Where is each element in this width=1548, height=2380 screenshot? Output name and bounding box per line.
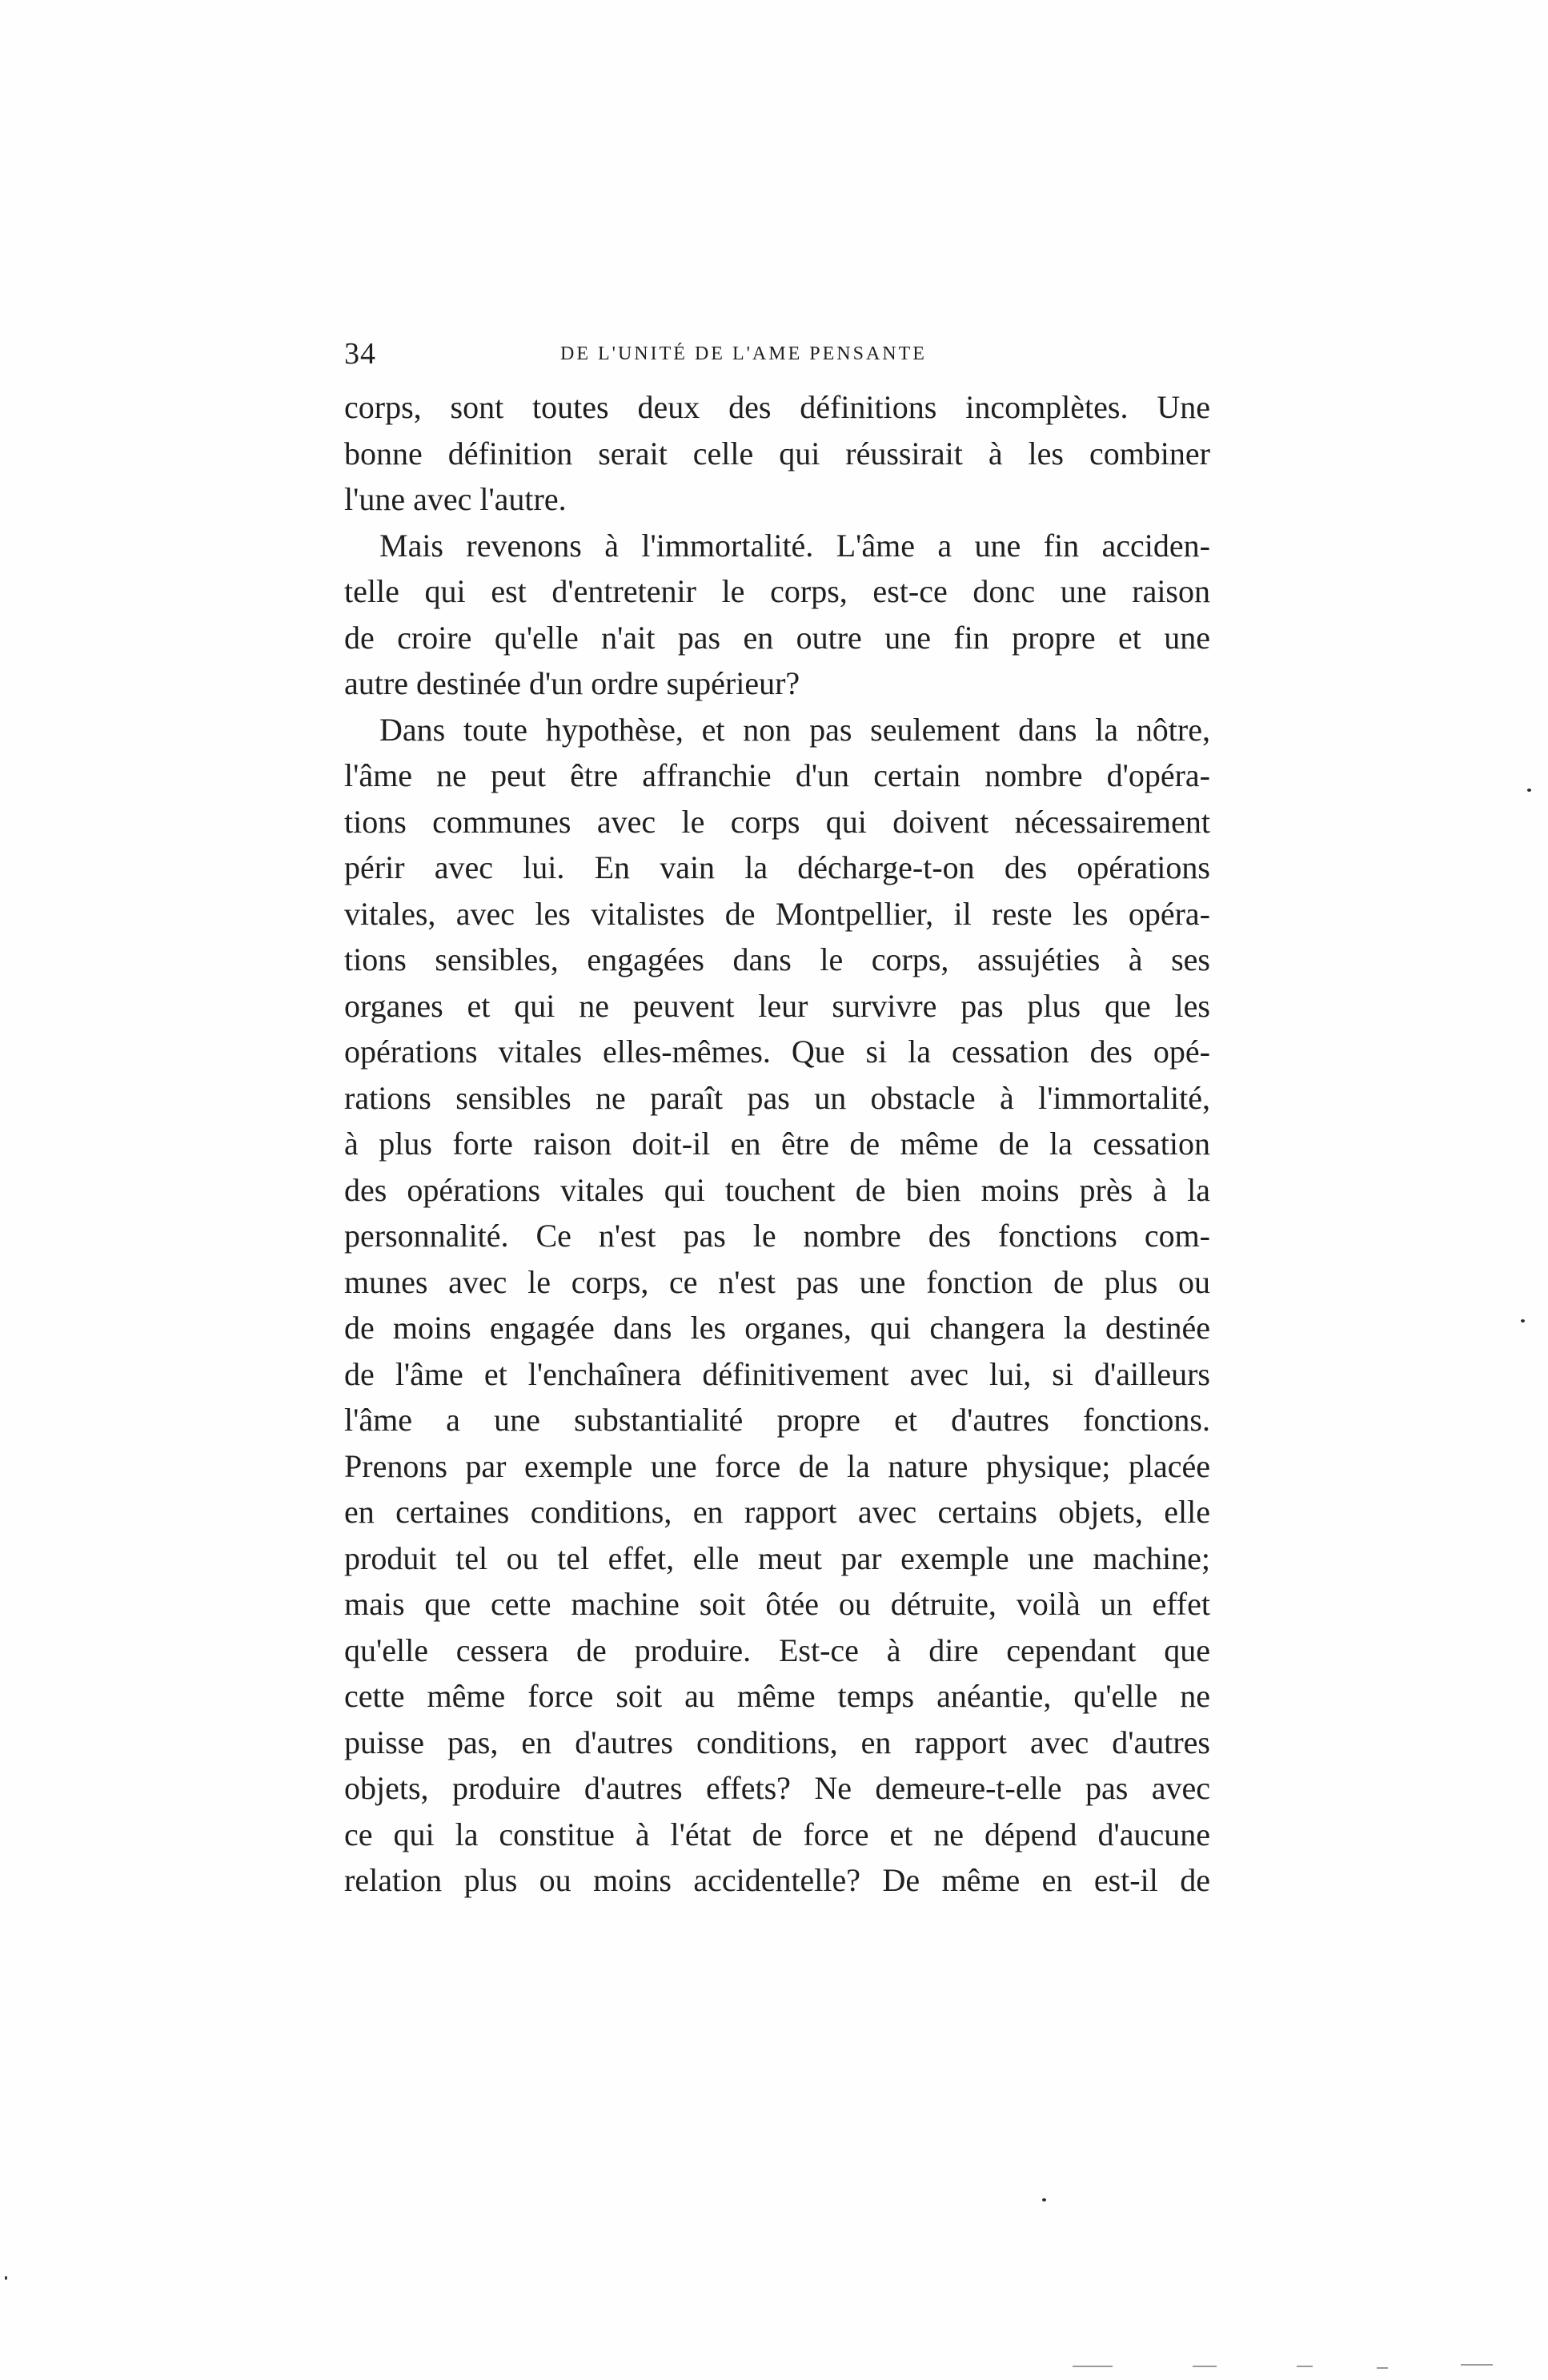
scan-edge-mark <box>1073 2366 1113 2367</box>
text-line: munes avec le corps, ce n'est pas une fonction de plus ou <box>344 1263 1210 1300</box>
text-line: de moins engagée dans les organes, qui changera la destinée <box>344 1310 1210 1346</box>
page-header <box>344 335 1210 373</box>
text-line: opérations vitales elles-mêmes. Que si la cessation des opé- <box>344 1033 1210 1070</box>
text-line: Dans toute hypothèse, et non pas seulement dans la nôtre, <box>379 711 1210 748</box>
scan-speck <box>5 2276 7 2280</box>
text-line: autre destinée d'un ordre supérieur? <box>344 665 800 701</box>
text-line: mais que cette machine soit ôtée ou détruite, voilà un effet <box>344 1586 1210 1622</box>
text-line: objets, produire d'autres effets? Ne demeure-t-elle pas avec <box>344 1770 1210 1806</box>
text-line: tions sensibles, engagées dans le corps, assujéties à ses <box>344 941 1210 977</box>
text-line: l'une avec l'autre. <box>344 481 567 517</box>
text-line: bonne définition serait celle qui réussirait à les combiner <box>344 435 1210 472</box>
scan-speck <box>1527 789 1531 792</box>
text-line: qu'elle cessera de produire. Est-ce à dire cependant que <box>344 1631 1210 1668</box>
text-line: l'âme ne peut être affranchie d'un certain nombre d'opéra- <box>344 757 1210 793</box>
scan-edge-mark <box>1297 2366 1313 2367</box>
text-line: Mais revenons à l'immortalité. L'âme a une fin acciden- <box>379 527 1210 564</box>
text-line: des opérations vitales qui touchent de bien moins près à la <box>344 1171 1210 1208</box>
running-title: DE L'UNITÉ DE L'AME PENSANTE <box>560 343 927 364</box>
text-line: à plus forte raison doit-il en être de même de la cessation <box>344 1126 1210 1162</box>
page-number: 34 <box>344 337 376 371</box>
text-line: personnalité. Ce n'est pas le nombre des fonctions com- <box>344 1218 1210 1254</box>
text-line: l'âme a une substantialité propre et d'autres fonctions. <box>344 1402 1210 1438</box>
scan-edge-mark <box>1377 2367 1388 2369</box>
text-line: tions communes avec le corps qui doivent nécessairement <box>344 803 1210 840</box>
body-text <box>344 384 1210 1904</box>
text-line: relation plus ou moins accidentelle? De même en est-il de <box>344 1862 1210 1898</box>
text-line: telle qui est d'entretenir le corps, est-ce donc une raison <box>344 573 1210 609</box>
scan-edge-mark <box>1461 2364 1493 2366</box>
text-line: organes et qui ne peuvent leur survivre pas plus que les <box>344 987 1210 1024</box>
scan-speck <box>1042 2198 1046 2201</box>
text-line: ce qui la constitue à l'état de force et ne dépend d'aucune <box>344 1816 1210 1852</box>
text-line: de l'âme et l'enchaînera définitivement avec lui, si d'ailleurs <box>344 1355 1210 1392</box>
text-line: cette même force soit au même temps anéantie, qu'elle ne <box>344 1678 1210 1714</box>
text-line: rations sensibles ne paraît pas un obstacle à l'immortalité, <box>344 1079 1210 1116</box>
text-line: périr avec lui. En vain la décharge-t-on des opérations <box>344 849 1210 885</box>
text-line: de croire qu'elle n'ait pas en outre une fin propre et une <box>344 619 1210 656</box>
text-line: puisse pas, en d'autres conditions, en rapport avec d'autres <box>344 1724 1210 1760</box>
text-line: corps, sont toutes deux des définitions incomplètes. Une <box>344 389 1210 425</box>
text-line: vitales, avec les vitalistes de Montpellier, il reste les opéra- <box>344 895 1210 932</box>
scan-edge-mark <box>1193 2366 1217 2367</box>
text-line: produit tel ou tel effet, elle meut par exemple une machine; <box>344 1539 1210 1576</box>
text-line: Prenons par exemple une force de la nature physique; placée <box>344 1447 1210 1484</box>
scan-speck <box>1521 1319 1525 1322</box>
text-line: en certaines conditions, en rapport avec certains objets, elle <box>344 1494 1210 1530</box>
